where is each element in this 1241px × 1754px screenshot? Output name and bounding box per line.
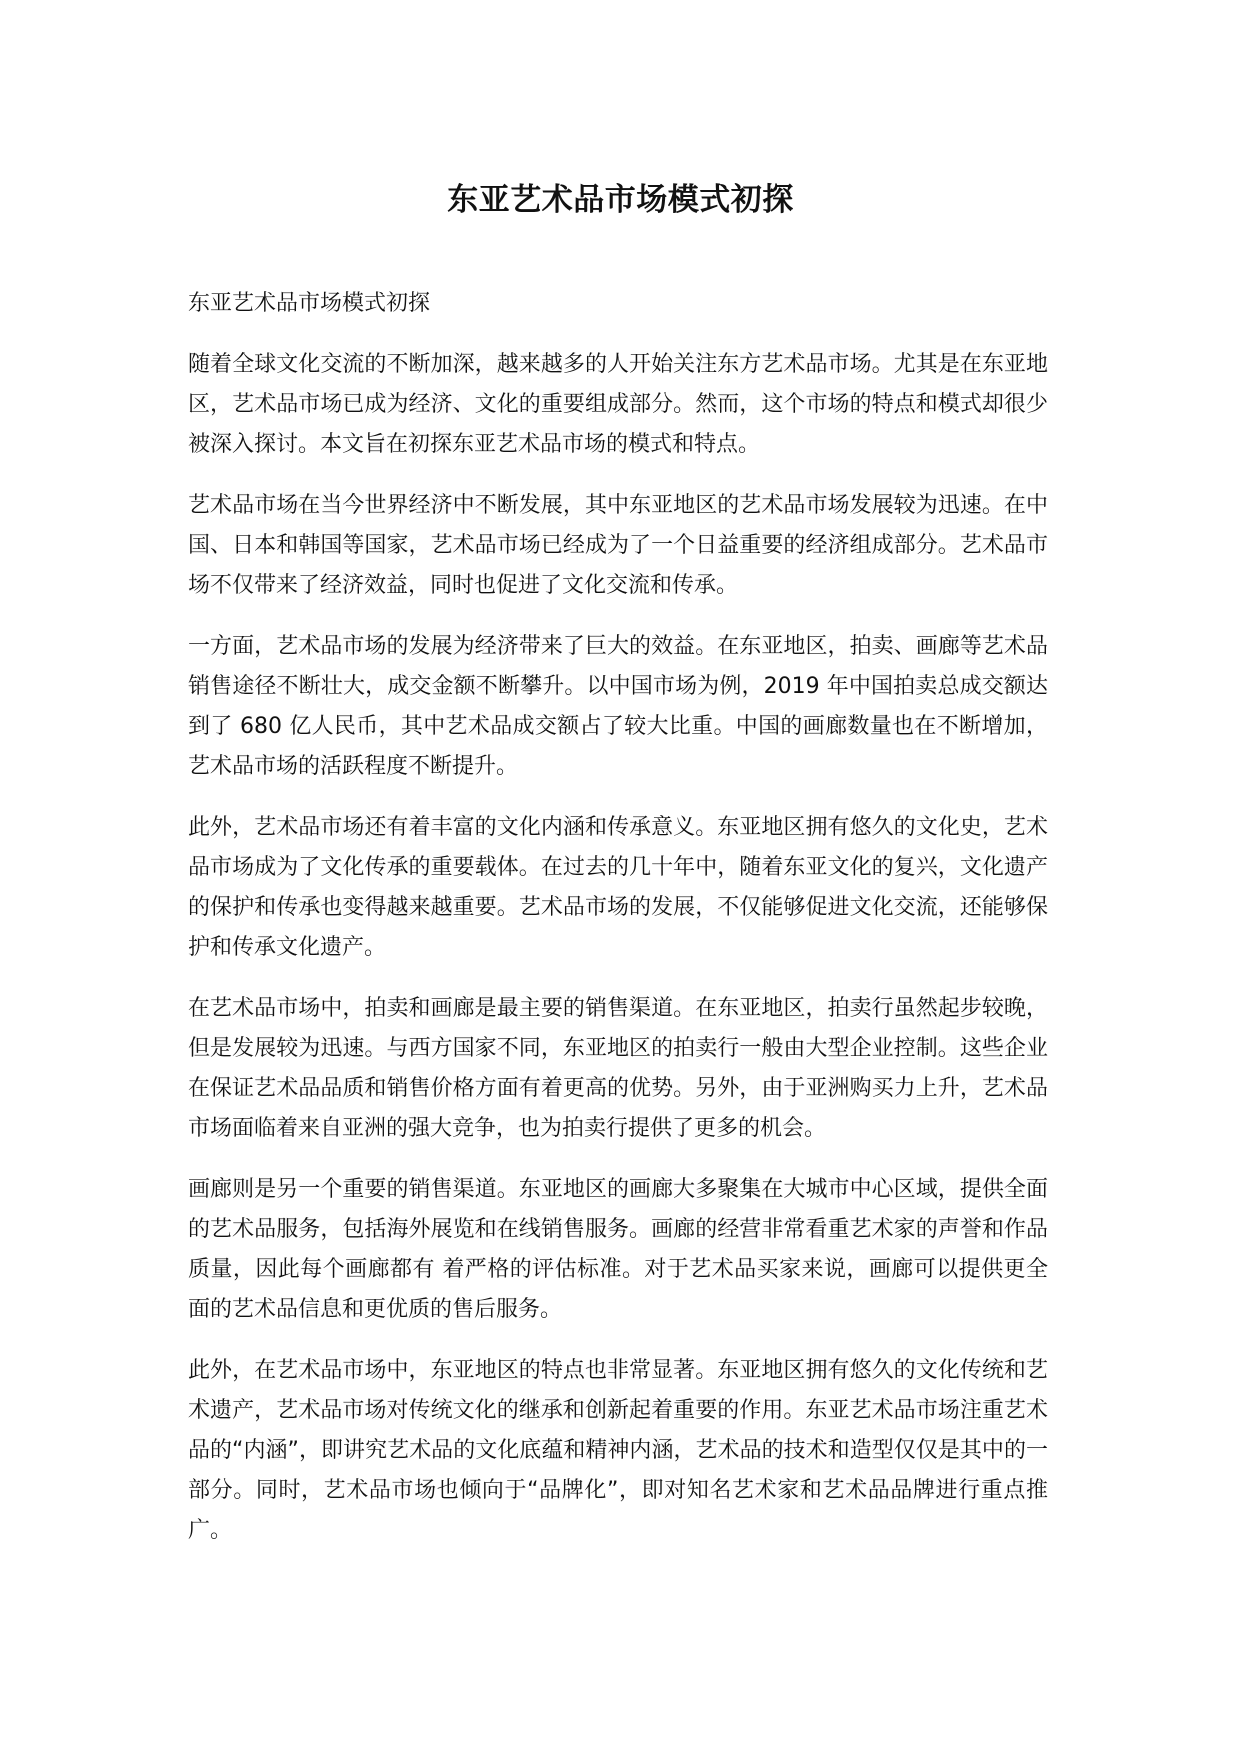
document-subtitle: 东亚艺术品市场模式初探 [188, 291, 431, 316]
paragraph-4: 此外，艺术品市场还有着丰富的文化内涵和传承意义。东亚地区拥有悠久的文化史，艺术品市场成为了文化传承的重要载体。在过去的几十年中，随着东亚文化的复兴，文化遗产的保护和传承也变得越来越重要。艺术品市场的发展，不仅能够促进文化交流，还能够保护和传承文化遗产。 [188, 815, 1048, 960]
paragraph-1: 随着全球文化交流的不断加深，越来越多的人开始关注东方艺术品市场。尤其是在东亚地区，艺术品市场已成为经济、文化的重要组成部分。然而，这个市场的特点和模式却很少被深入探讨。本文旨在初探东亚艺术品市场的模式和特点。 [188, 352, 1048, 457]
paragraph-2: 艺术品市场在当今世界经济中不断发展，其中东亚地区的艺术品市场发展较为迅速。在中国、日本和韩国等国家，艺术品市场已经成为了一个日益重要的经济组成部分。艺术品市场不仅带来了经济效益，同时也促进了文化交流和传承。 [188, 493, 1048, 598]
document-title: 东亚艺术品市场模式初探 [447, 182, 794, 218]
paragraph-3: 一方面，艺术品市场的发展为经济带来了巨大的效益。在东亚地区，拍卖、画廊等艺术品销售途径不断壮大，成交金额不断攀升。以中国市场为例，2019 年中国拍卖总成交额达到了 680 亿人民币，其中艺术品成交额占了较大比重。中国的画廊数量也在不断增加，艺术品市场的活跃程度不断提升。 [188, 634, 1048, 779]
paragraph-7: 此外，在艺术品市场中，东亚地区的特点也非常显著。东亚地区拥有悠久的文化传统和艺术遗产，艺术品市场对传统文化的继承和创新起着重要的作用。东亚艺术品市场注重艺术品的“内涵”，即讲究艺术品的文化底蕴和精神内涵，艺术品的技术和造型仅仅是其中的一部分。同时，艺术品市场也倾向于“品牌化”，即对知名艺术家和艺术品品牌进行重点推广。 [188, 1358, 1048, 1543]
paragraph-6: 画廊则是另一个重要的销售渠道。东亚地区的画廊大多聚集在大城市中心区域，提供全面的艺术品服务，包括海外展览和在线销售服务。画廊的经营非常看重艺术家的声誉和作品质量，因此每个画廊都有 着严格的评估标准。对于艺术品买家来说，画廊可以提供更全面的艺术品信息和更优质的售后服务。 [188, 1177, 1048, 1322]
paragraph-5: 在艺术品市场中，拍卖和画廊是最主要的销售渠道。在东亚地区，拍卖行虽然起步较晚，但是发展较为迅速。与西方国家不同，东亚地区的拍卖行一般由大型企业控制。这些企业在保证艺术品品质和销售价格方面有着更高的优势。另外，由于亚洲购买力上升，艺术品市场面临着来自亚洲的强大竞争，也为拍卖行提供了更多的机会。 [188, 996, 1048, 1141]
document-body [188, 284, 1048, 1572]
